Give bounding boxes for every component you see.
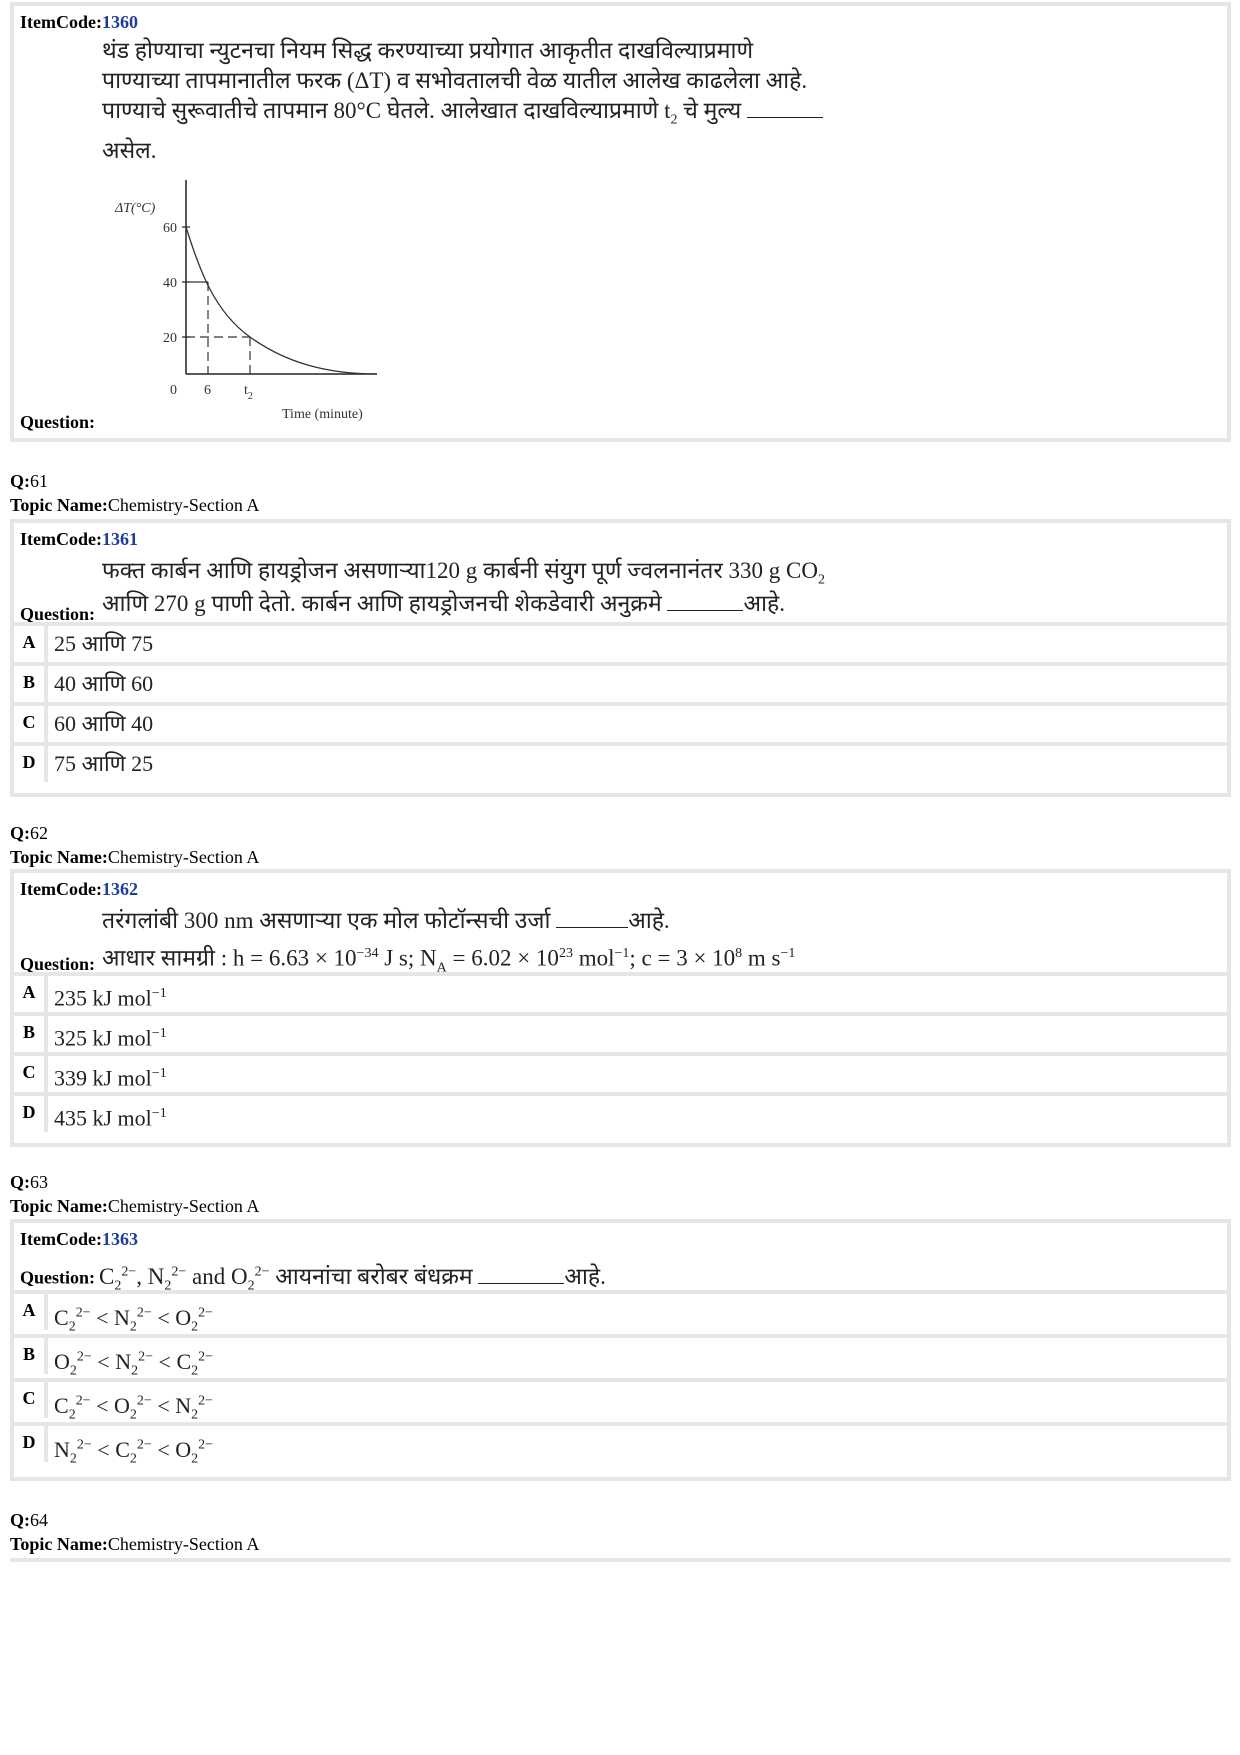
question-text: फक्त कार्बन आणि हायड्रोजन असणाऱ्या120 g कार्बनी संयुग पूर्ण ज्वलनानंतर 330 g $CO_2$ bbox=[102, 558, 825, 588]
option-b[interactable] bbox=[14, 662, 1227, 702]
option-text: 435 kJ mol$^{-1}$ bbox=[54, 1105, 167, 1131]
option-text: 325 kJ mol$^{-1}$ bbox=[54, 1025, 167, 1051]
item-code-row: ItemCode:1363 bbox=[20, 1229, 138, 1249]
answer-blank bbox=[667, 590, 743, 611]
topic-name: Topic Name:Chemistry-Section A bbox=[10, 1534, 260, 1554]
ion-n2: $N_2^{2-}$ bbox=[147, 1263, 187, 1294]
question-number: Q:63 bbox=[10, 1172, 48, 1192]
ion-c2: $C_2^{2-}$ bbox=[99, 1263, 137, 1294]
option-c[interactable] bbox=[14, 702, 1227, 742]
option-letter: C bbox=[14, 706, 48, 742]
item-code-row: ItemCode:1360 bbox=[20, 12, 138, 32]
option-text: $N_2^{2-} < C_2^{2-} < O_2^{2-}$ bbox=[54, 1437, 214, 1467]
option-text: 339 kJ mol$^{-1}$ bbox=[54, 1065, 167, 1091]
cooling-graph bbox=[100, 172, 420, 422]
option-d[interactable] bbox=[14, 1092, 1227, 1132]
question-card-1361: ItemCode:1361 फक्त कार्बन आणि हायड्रोजन असणाऱ्या120 g कार्बनी संयुग पूर्ण ज्वलनानंतर 330 g $CO_2$ Question: आणि 270 g पाणी देतो. कार्बन आणि हायड्रोजनची शेकडेवारी अनुक्रमे आहे. A 25 आणि 75 B 40 आणि 60 C 60 आणि 40 D 75 आणि 25 bbox=[10, 519, 1231, 797]
option-letter: D bbox=[14, 746, 48, 782]
x-tick-label-t: $t_2$ bbox=[244, 383, 253, 402]
option-c[interactable] bbox=[14, 1378, 1227, 1423]
option-letter: C bbox=[14, 1382, 48, 1418]
ion-o2: $O_2^{2-}$ bbox=[114, 1393, 152, 1423]
x-origin-label: 0 bbox=[170, 383, 177, 398]
ion-list: $C_2^{2-}$, $N_2^{2-}$ and $O_2^{2-}$ bbox=[99, 1263, 270, 1294]
option-text: $O_2^{2-} < N_2^{2-} < C_2^{2-}$ bbox=[54, 1349, 214, 1379]
question-text: $C_2^{2-}$, $N_2^{2-}$ and $O_2^{2-}$ आयनांचा बरोबर बंधक्रम आहे. bbox=[99, 1263, 606, 1294]
item-code: 1362 bbox=[101, 879, 138, 899]
option-a[interactable] bbox=[14, 1290, 1227, 1335]
question-label: Question: bbox=[20, 1267, 96, 1288]
question-text: थंड होण्याचा न्युटनचा नियम सिद्ध करण्याच्या प्रयोगात आकृतीत दाखविल्याप्रमाणे पाण्याच्या तापमानातील फरक (ΔT) व सभोवतालची वेळ यातील आलेख काढलेला आहे. पाण्याचे सुरूवातीचे तापमान 80°C घेतले. आलेखात दाखविल्याप्रमाणे $t_2$ चे मुल्य असेल. bbox=[102, 36, 902, 166]
topic-name: Topic Name:Chemistry-Section A bbox=[10, 1196, 260, 1216]
ion-o2: $O_2^{2-}$ bbox=[231, 1263, 270, 1294]
option-letter: A bbox=[14, 1294, 48, 1330]
option-letter: D bbox=[14, 1426, 48, 1462]
ion-n2: $N_2^{2-}$ bbox=[114, 1305, 152, 1335]
ion-c2: $C_2^{2-}$ bbox=[176, 1349, 214, 1379]
option-a[interactable] bbox=[14, 972, 1227, 1012]
ion-c2: $C_2^{2-}$ bbox=[54, 1393, 91, 1423]
option-b[interactable] bbox=[14, 1012, 1227, 1052]
x-tick-label: 6 bbox=[204, 383, 211, 398]
graph-ylabel: ΔT(°C) bbox=[115, 201, 156, 216]
option-text: $C_2^{2-} < N_2^{2-} < O_2^{2-}$ bbox=[54, 1305, 214, 1335]
option-b[interactable] bbox=[14, 1334, 1227, 1379]
ion-c2: $C_2^{2-}$ bbox=[54, 1305, 91, 1335]
ion-o2: $O_2^{2-}$ bbox=[175, 1305, 214, 1335]
topic-name: Topic Name:Chemistry-Section A bbox=[10, 847, 260, 867]
question-number: Q:64 bbox=[10, 1510, 48, 1530]
option-letter: A bbox=[14, 626, 48, 662]
option-letter: B bbox=[14, 1338, 48, 1374]
option-text: 40 आणि 60 bbox=[54, 671, 154, 696]
option-text: 235 kJ mol$^{-1}$ bbox=[54, 985, 167, 1011]
option-letter: C bbox=[14, 1056, 48, 1092]
cooling-curve bbox=[186, 227, 377, 374]
item-code: 1363 bbox=[101, 1229, 138, 1249]
ion-n2: $N_2^{2-}$ bbox=[175, 1393, 214, 1423]
ion-n2: $N_2^{2-}$ bbox=[115, 1349, 154, 1379]
ion-n2: $N_2^{2-}$ bbox=[54, 1437, 92, 1467]
answer-blank bbox=[556, 907, 628, 928]
answer-blank bbox=[478, 1263, 564, 1284]
option-letter: D bbox=[14, 1096, 48, 1132]
item-code-row: ItemCode:1362 bbox=[20, 879, 138, 899]
item-code: 1360 bbox=[101, 12, 138, 32]
topic-name: Topic Name:Chemistry-Section A bbox=[10, 495, 260, 515]
option-a[interactable] bbox=[14, 622, 1227, 662]
question-card-1363 bbox=[10, 1219, 1231, 1481]
question-number: Q:61 bbox=[10, 471, 48, 491]
answer-blank bbox=[747, 97, 823, 118]
option-text: 60 आणि 40 bbox=[54, 711, 154, 736]
option-letter: A bbox=[14, 976, 48, 1012]
option-letter: B bbox=[14, 1016, 48, 1052]
divider bbox=[10, 1558, 1231, 1562]
option-text: 75 आणि 25 bbox=[54, 751, 154, 776]
question-label: Question: bbox=[20, 604, 96, 624]
question-card-1362 bbox=[10, 869, 1231, 1147]
ion-o2: $O_2^{2-}$ bbox=[175, 1437, 214, 1467]
question-text: तरंगलांबी 300 nm असणाऱ्या एक मोल फोटॉन्सची उर्जा आहे. bbox=[102, 908, 670, 933]
y-tick-label: 60 bbox=[163, 221, 177, 236]
item-code: 1361 bbox=[101, 529, 138, 549]
option-text: 25 आणि 75 bbox=[54, 631, 154, 656]
y-tick-label: 20 bbox=[163, 331, 177, 346]
graph-xlabel: Time (minute) bbox=[282, 407, 363, 422]
question-label: Question: bbox=[20, 954, 96, 974]
question-number: Q:62 bbox=[10, 823, 48, 843]
option-text: $C_2^{2-} < O_2^{2-} < N_2^{2-}$ bbox=[54, 1393, 214, 1423]
option-d[interactable] bbox=[14, 1422, 1227, 1467]
item-code-row: ItemCode:1361 bbox=[20, 529, 138, 549]
option-d[interactable] bbox=[14, 742, 1227, 782]
option-c[interactable] bbox=[14, 1052, 1227, 1092]
option-letter: B bbox=[14, 666, 48, 702]
y-tick-label: 40 bbox=[163, 276, 177, 291]
given-data: आधार सामग्री : $h = 6.63 \times 10^{-34}$ J s; $N_A = 6.02 \times 10^{23}$ mol$^{-1}$; $c = 3 \times 10^8$ m $s^{-1}$ bbox=[102, 945, 796, 976]
question-card-1360 bbox=[10, 2, 1231, 442]
ion-o2: $O_2^{2-}$ bbox=[54, 1349, 92, 1379]
question-label: Question: bbox=[20, 412, 96, 432]
ion-c2: $C_2^{2-}$ bbox=[115, 1437, 152, 1467]
